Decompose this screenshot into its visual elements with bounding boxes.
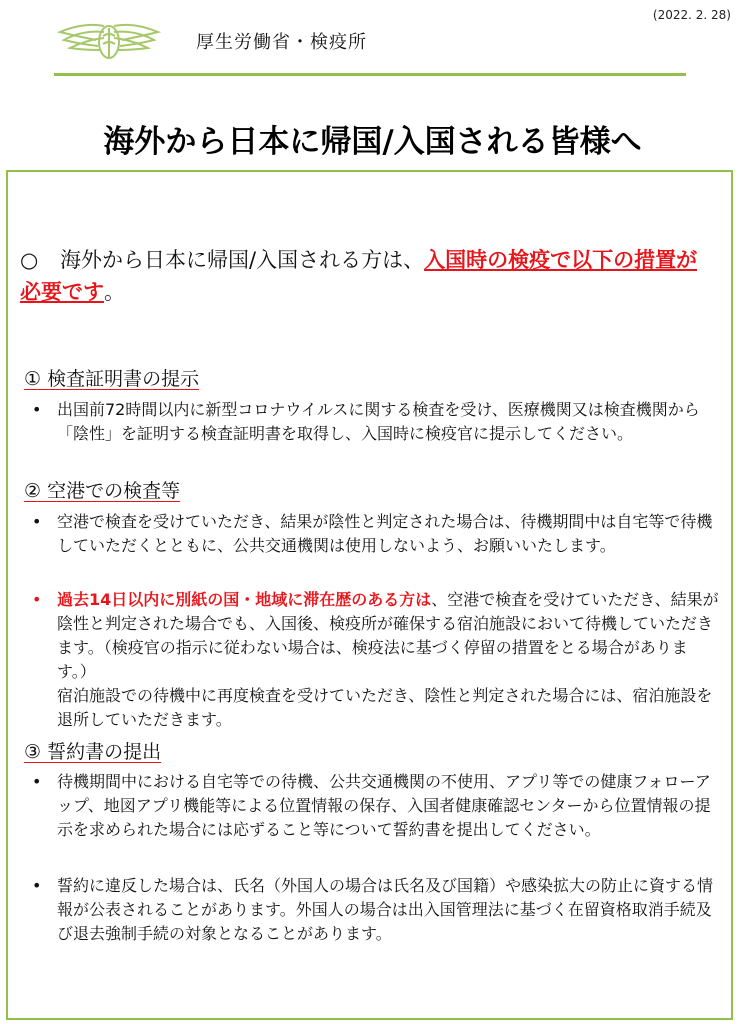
list-item: • 出国前72時間以内に新型コロナウイルスに関する検査を受け、医療機関又は検査機関から「陰性」を証明する検査証明書を取得し、入国時に検疫官に提示してください。	[32, 400, 700, 443]
lead-end: 。	[104, 280, 125, 304]
bullet: •	[32, 772, 42, 791]
list-item: • 空港で検査を受けていただき、結果が陰性と判定された場合は、待機期間中は自宅等で待機していただくとともに、公共交通機関は使用しないよう、お願いいたします。	[32, 512, 713, 555]
ministry-emblem-logo	[54, 18, 164, 66]
section-heading-3: ③ 誓約書の提出	[24, 741, 162, 763]
list-item-red: • 過去14日以内に別紙の国・地域に滞在歴のある方は、空港で検査を受けていただき、結果が陰性と判定された場合でも、入国後、検疫所が確保する宿泊施設において待機していただきます。（検疫官の指示に従わない場合は、検疫法に基づく停留の措置をとる場合があります。） 宿泊施設での待機中に再度検査を受けていただき、陰性と判定された場合には、宿泊施設を退所していただきます。	[32, 590, 719, 729]
ministry-name: 厚生労働省・検疫所	[196, 32, 367, 53]
bullet: •	[32, 590, 42, 609]
circle-mark: ○	[20, 248, 39, 272]
document-date: (2022. 2. 28)	[652, 8, 731, 22]
list-item: • 誓約に違反した場合は、氏名（外国人の場合は氏名及び国籍）や感染拡大の防止に資する情報が公表されることがあります。外国人の場合は出入国管理法に基づく在留資格取消手続及び退去強制手続の対象となることがあります。	[32, 876, 714, 943]
section-heading-2: ② 空港での検査等	[24, 480, 181, 502]
lead-text: 海外から日本に帰国/入国される方は、	[60, 248, 425, 272]
list-item: • 待機期間中における自宅等での待機、公共交通機関の不使用、アプリ等での健康フォローアップ、地図アプリ機能等による位置情報の保存、入国者健康確認センターから位置情報の提示を求められた場合には応ずること等について誓約書を提出してください。	[32, 772, 711, 839]
bullet: •	[32, 400, 42, 419]
bullet: •	[32, 876, 42, 895]
bullet: •	[32, 512, 42, 531]
lead-emphasis: 入国時の検疫で以下の措置が必要です	[20, 248, 698, 304]
header-divider	[54, 73, 686, 76]
red-emphasis: 過去14日以内に別紙の国・地域に滞在歴のある方は	[57, 590, 432, 609]
lead-paragraph	[20, 244, 710, 308]
section-heading-1: ① 検査証明書の提示	[24, 368, 200, 390]
page-title: 海外から日本に帰国/入国される皆様へ	[103, 124, 642, 160]
